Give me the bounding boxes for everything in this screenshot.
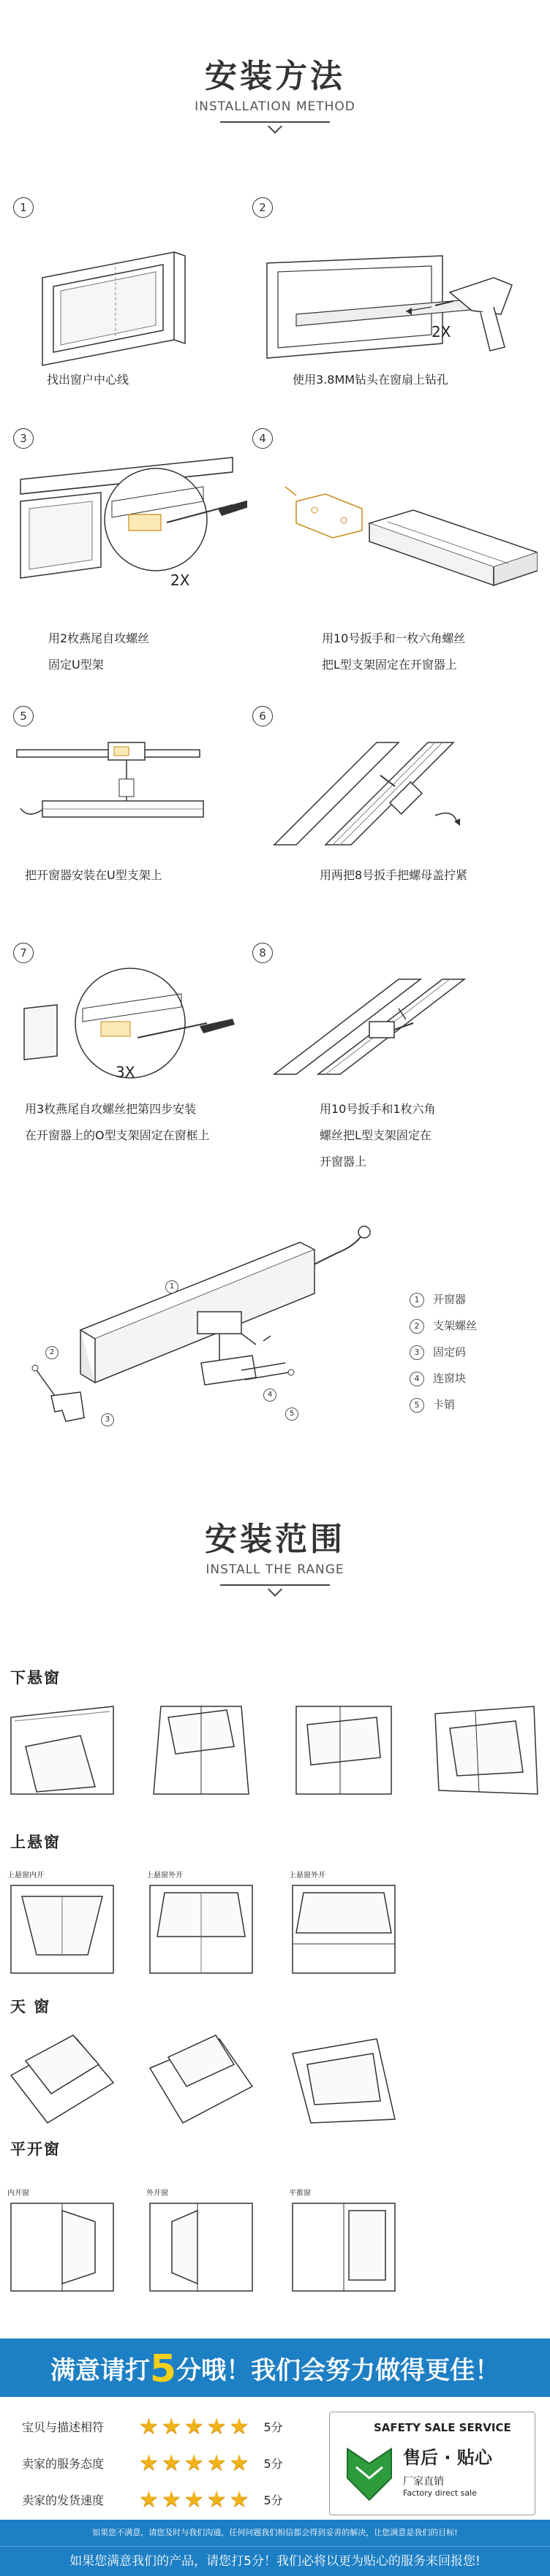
install-method-title: 安装方法 <box>205 58 345 95</box>
footer-note-large: 如果您满意我们的产品，请您打5分！我们必将以更为贴心的服务来回报您! <box>0 2546 550 2576</box>
step-number: 2 <box>252 197 273 218</box>
install-range-header <box>0 1513 550 1595</box>
step-number: 8 <box>252 943 273 963</box>
rating-row: 卖家的服务态度 ★★★★★ 5分 <box>22 2450 283 2476</box>
window-frame-illustration <box>13 219 247 373</box>
rating-row: 宝贝与描述相符 ★★★★★ 5分 <box>22 2413 283 2439</box>
footer-note-small: 如果您不满意，请您及时与我们沟通，任何问题我们相信都会得到妥善的解决，让您满意是我们的目标! <box>0 2520 550 2546</box>
install-range-title: 安装范围 <box>205 1521 345 1558</box>
callout-1: 1 <box>165 1277 178 1293</box>
drilling-illustration <box>252 219 530 373</box>
window-type-top-hung-inward: 上悬窗内开 <box>7 1882 117 1977</box>
window-opener-parts-illustration <box>22 1213 402 1447</box>
install-step-3 <box>13 428 276 672</box>
u-bracket-screw-illustration <box>13 450 247 611</box>
banner-text: 满意请打5分哦！我们会努力做得更佳！ <box>50 2347 500 2391</box>
step-number: 6 <box>252 706 273 726</box>
parts-legend <box>410 1286 477 1418</box>
step-caption: 用两把8号扳手把螺母盖拧紧 <box>320 868 468 882</box>
window-type-bottom-hung-4 <box>432 1703 541 1798</box>
legend-item: 5 卡销 <box>410 1391 477 1418</box>
range-group-label: 下悬窗 <box>10 1669 61 1687</box>
step-caption: 使用3.8MM钻头在窗扇上钻孔 <box>293 373 449 387</box>
install-step-4 <box>252 428 516 672</box>
install-method-subtitle: INSTALLATION METHOD <box>195 99 355 114</box>
handshake-icon <box>340 2434 399 2507</box>
legend-item: 1 开窗器 <box>410 1286 477 1312</box>
window-type-top-hung-outward-2: 上悬窗外开 <box>289 1882 399 1977</box>
step-caption: 用3枚燕尾自攻螺丝把第四步安装 在开窗器上的O型支架固定在窗框上 <box>25 1102 210 1142</box>
range-group-label: 上悬窗 <box>10 1834 61 1851</box>
callout-4: 4 <box>263 1386 276 1402</box>
window-type-casement-inward: 内开窗 <box>7 2200 117 2295</box>
star-icon: ★★★★★ <box>139 2450 252 2476</box>
window-type-skylight-3 <box>289 2032 399 2127</box>
star-icon: ★★★★★ <box>139 2413 252 2439</box>
install-step-6 <box>252 706 516 918</box>
tighten-nut-illustration <box>252 728 530 852</box>
opener-mount-illustration <box>13 728 247 845</box>
step-number: 1 <box>13 197 34 218</box>
l-bracket-illustration <box>252 450 538 611</box>
legend-item: 3 固定码 <box>410 1339 477 1365</box>
legend-item: 2 支架螺丝 <box>410 1312 477 1339</box>
l-bracket-fix-illustration <box>252 965 530 1089</box>
step-caption: 找出窗户中心线 <box>47 373 129 387</box>
rating-row: 卖家的发货速度 ★★★★★ 5分 <box>22 2486 283 2512</box>
range-group-label: 天 窗 <box>10 1998 51 2015</box>
window-type-skylight-2 <box>146 2032 256 2127</box>
install-step-7 <box>13 943 276 1155</box>
window-type-bottom-hung-1 <box>7 1703 117 1798</box>
install-method-header <box>0 50 550 132</box>
window-type-casement-outward: 外开窗 <box>146 2200 256 2295</box>
callout-5: 5 <box>285 1405 298 1421</box>
install-step-8 <box>252 943 516 1169</box>
install-step-2 <box>252 197 516 409</box>
install-step-1 <box>13 197 276 409</box>
window-type-skylight-1 <box>7 2032 117 2127</box>
window-type-parallel-push: 平推窗 <box>289 2200 399 2295</box>
star-icon: ★★★★★ <box>139 2486 252 2512</box>
rating-request-banner <box>0 2338 550 2397</box>
callout-2: 2 <box>45 1343 59 1359</box>
step-caption: 把开窗器安装在U型支架上 <box>25 868 162 882</box>
step-number: 4 <box>252 428 273 449</box>
range-group-label: 平开窗 <box>10 2140 61 2158</box>
window-type-bottom-hung-3 <box>289 1703 399 1798</box>
step-number: 5 <box>13 706 34 726</box>
window-type-top-hung-outward-1: 上悬窗外开 <box>146 1882 256 1977</box>
step-caption: 用2枚燕尾自攻螺丝 固定U型架 <box>48 631 150 672</box>
after-sale-badge: SAFETY SALE SERVICE 售后 · 贴心 厂家直销 Factory direct sale <box>329 2412 535 2515</box>
window-type-bottom-hung-2 <box>146 1703 256 1798</box>
repeat-mark: 2X <box>170 571 190 589</box>
step-number: 7 <box>13 943 34 963</box>
repeat-mark: 2X <box>432 323 451 341</box>
parts-diagram <box>22 1213 402 1447</box>
step-number: 3 <box>13 428 34 449</box>
step-caption: 用10号扳手和一枚六角螺丝 把L型支架固定在开窗器上 <box>322 631 466 672</box>
install-step-5 <box>13 706 276 918</box>
install-range-subtitle: INSTALL THE RANGE <box>206 1562 344 1577</box>
legend-item: 4 连窗块 <box>410 1365 477 1391</box>
repeat-mark: 3X <box>116 1063 135 1081</box>
callout-3: 3 <box>101 1410 114 1426</box>
step-caption: 用10号扳手和1枚六角 螺丝把L型支架固定在 开窗器上 <box>320 1102 436 1169</box>
